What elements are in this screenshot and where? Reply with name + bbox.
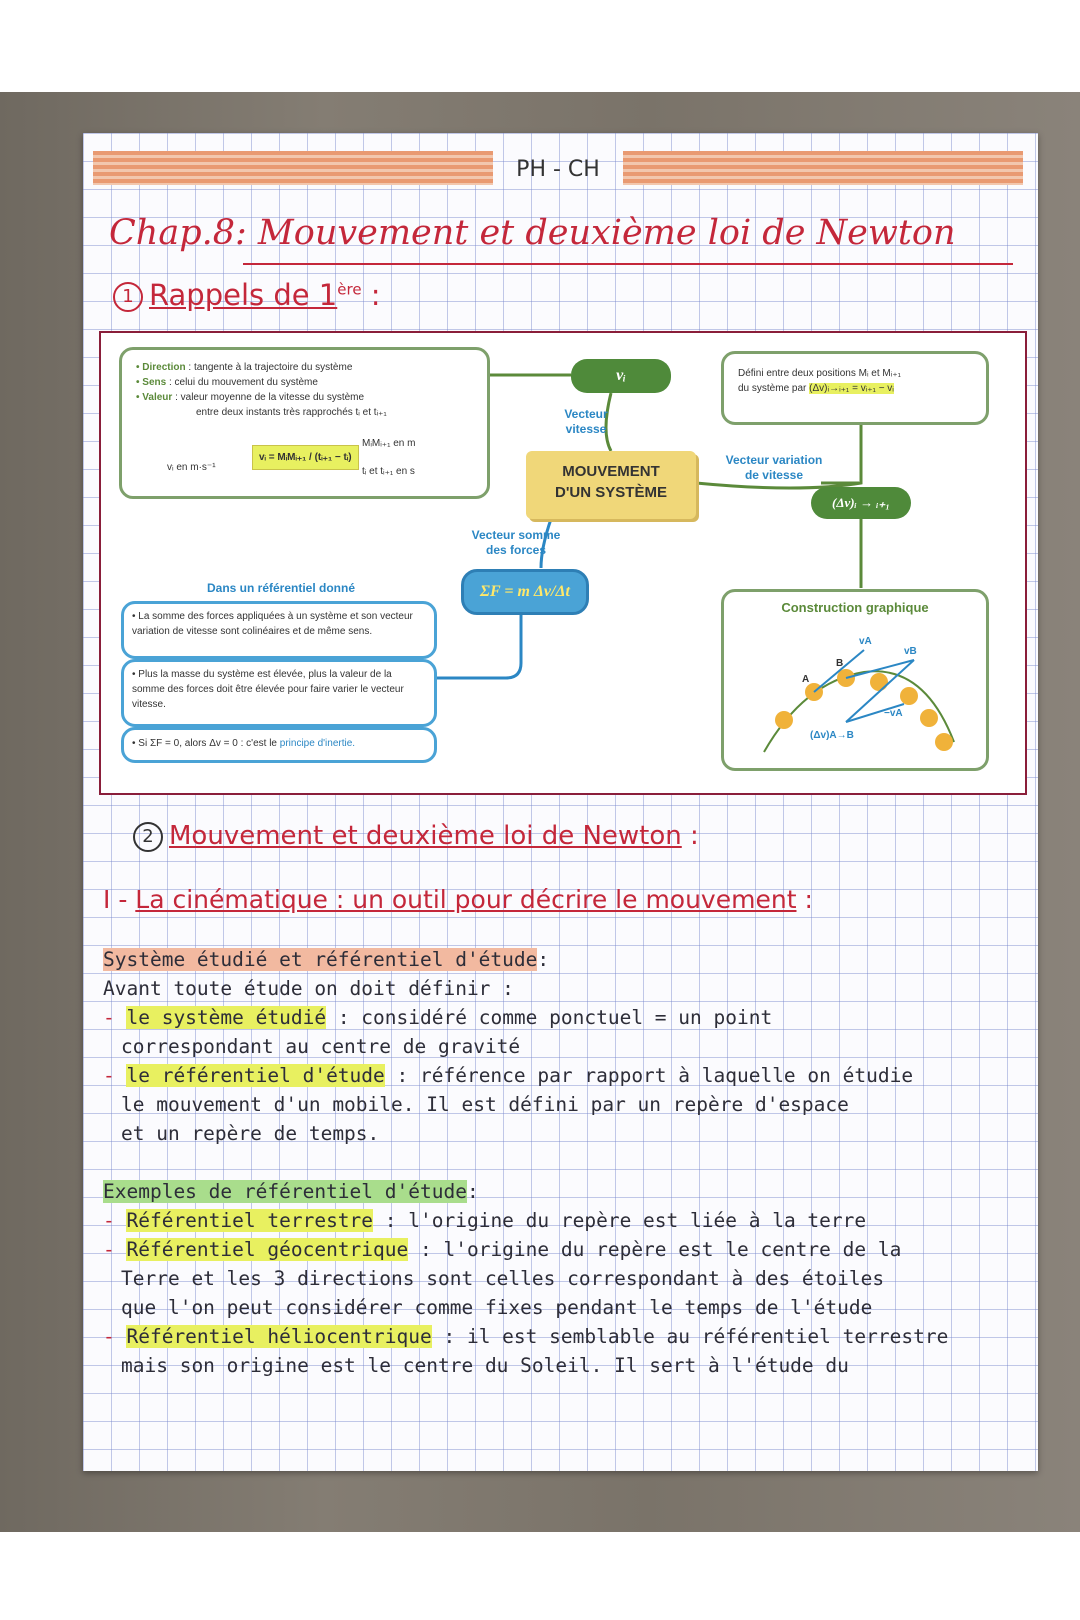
subheading-exemples: Exemples de référentiel d'étude: <box>103 1180 479 1203</box>
vitesse-box <box>119 347 490 499</box>
somme-item2-box: • Plus la masse du système est élevée, plus la valeur de la somme des forces doit être élevée pour faire varier le vecteur vitesse. <box>121 659 437 727</box>
bullet-referentiel-cont1: le mouvement d'un mobile. Il est défini par un repère d'espace <box>121 1093 849 1116</box>
vitesse-node: vᵢ <box>571 359 671 393</box>
construction-title: Construction graphique <box>781 600 929 615</box>
bullet-referentiel-cont2: et un repère de temps. <box>121 1122 380 1145</box>
notes-body <box>103 945 1033 1380</box>
position-dot <box>900 687 918 705</box>
somme-header: Dans un référentiel donné <box>206 581 356 595</box>
position-dot <box>920 709 938 727</box>
vector-neg-va: −vA <box>884 708 903 719</box>
position-dot <box>775 711 793 729</box>
vitesse-unit-left: vᵢ en m·s⁻¹ <box>167 462 216 473</box>
vitesse-formula: vᵢ = MᵢMᵢ₊₁ / (tᵢ₊₁ − tᵢ) <box>252 445 359 470</box>
vitesse-row-valeur: • Valeur : valeur moyenne de la vitesse du système <box>136 392 365 403</box>
example-heliocentrique: - Référentiel héliocentrique : il est semblable au référentiel terrestre <box>103 1325 949 1348</box>
construction-box <box>721 589 989 771</box>
somme-item1-box: • La somme des forces appliquées à un système et son vecteur variation de vitesse sont colinéaires et de même sens. <box>121 601 437 659</box>
point-b: B <box>836 658 844 669</box>
variation-node: (Δv)ᵢ → ᵢ₊₁ <box>811 487 911 519</box>
vector-va: vA <box>859 636 872 647</box>
section-label: Rappels de 1 <box>149 278 338 312</box>
chapter-title: Chap.8: Mouvement et deuxième loi de Newton <box>109 213 956 253</box>
somme-item3-box: • Si ΣF = 0, alors Δv = 0 : c'est le principe d'inertie. <box>121 727 437 763</box>
header-band-right <box>623 151 1023 185</box>
vitesse-row-direction: • Direction : tangente à la trajectoire du système <box>136 362 353 373</box>
vitesse-row-sens: • Sens : celui du mouvement du système <box>136 377 318 388</box>
header-band-left <box>93 151 493 185</box>
title-underline <box>243 263 1013 265</box>
vitesse-label: Vecteur vitesse <box>564 407 608 436</box>
variation-def-box <box>721 351 989 425</box>
line-avant: Avant toute étude on doit définir : <box>103 977 514 1000</box>
example-geocentrique-cont1: Terre et les 3 directions sont celles correspondant à des étoiles <box>121 1267 885 1290</box>
section-1-heading <box>113 278 381 312</box>
construction-diagram <box>724 592 986 768</box>
delta-label: (Δv)A→B <box>810 730 854 741</box>
example-heliocentrique-cont: mais son origine est le centre du Soleil. Il sert à l'étude du <box>121 1354 849 1377</box>
center-node: MOUVEMENT D'UN SYSTÈME <box>526 451 696 519</box>
example-geocentrique: - Référentiel géocentrique : l'origine du repère est le centre de la <box>103 1238 902 1261</box>
variation-label: Vecteur variation de vitesse <box>725 453 823 482</box>
section-sup: ère <box>337 280 362 299</box>
bullet-systeme-cont: correspondant au centre de gravité <box>121 1035 521 1058</box>
part-1-heading: I - La cinématique : un outil pour décrire le mouvement : <box>103 885 813 914</box>
section-2-heading: 2 Mouvement et deuxième loi de Newton : <box>133 821 699 852</box>
variation-def-line1: Défini entre deux positions Mᵢ et Mᵢ₊₁ <box>738 368 901 379</box>
somme-label: Vecteur somme des forces <box>471 528 561 557</box>
point-a: A <box>802 674 810 685</box>
section-suffix: : <box>370 278 381 312</box>
bullet-systeme: - le système étudié : considéré comme ponctuel = un point <box>103 1006 773 1029</box>
vitesse-valeur-cont: entre deux instants très rapprochés tᵢ et tᵢ₊₁ <box>196 407 387 418</box>
subject-code: PH - CH <box>516 157 600 182</box>
subheading-systeme: Système étudié et référentiel d'étude: <box>103 948 550 971</box>
variation-def-line2: du système par (Δv)ᵢ→ᵢ₊₁ = vᵢ₊₁ − vᵢ <box>738 383 894 394</box>
bullet-referentiel: - le référentiel d'étude : référence par rapport à laquelle on étudie <box>103 1064 914 1087</box>
position-dot <box>935 733 953 751</box>
section-number: 1 <box>113 282 143 312</box>
position-dot <box>870 673 888 691</box>
somme-node: ΣF = m Δv/Δt <box>461 569 589 615</box>
vitesse-unit-top: MᵢMᵢ₊₁ en m <box>362 438 416 449</box>
grid-paper-sheet <box>83 133 1038 1471</box>
mind-map <box>99 331 1027 795</box>
example-terrestre: - Référentiel terrestre : l'origine du repère est liée à la terre <box>103 1209 867 1232</box>
vector-vb: vB <box>904 646 917 657</box>
example-geocentrique-cont2: que l'on peut considérer comme fixes pendant le temps de l'étude <box>121 1296 873 1319</box>
vitesse-unit-bottom: tᵢ et tᵢ₊₁ en s <box>362 466 415 477</box>
